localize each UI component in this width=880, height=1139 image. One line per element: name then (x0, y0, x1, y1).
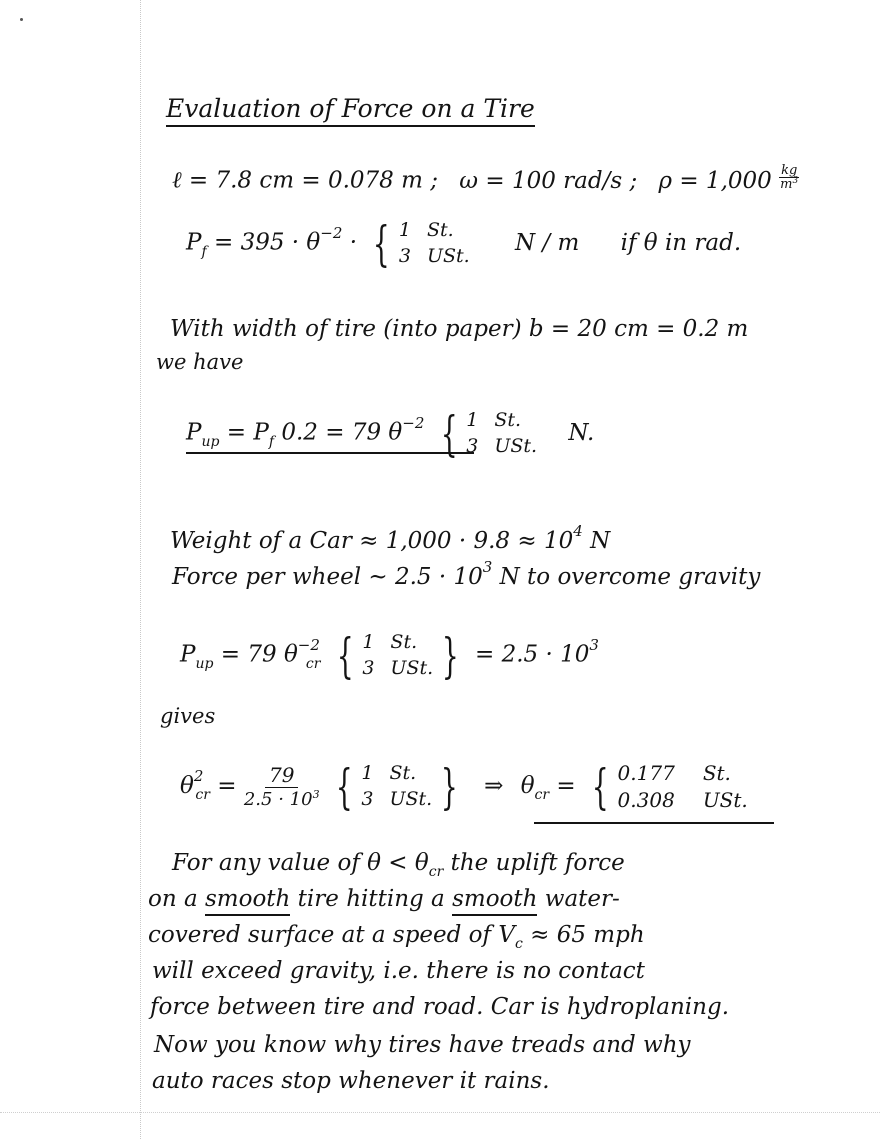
crit-case2-label: USt. (390, 656, 434, 679)
rho-unit-den (780, 178, 798, 191)
crit-mid: = 79 θ (220, 641, 298, 668)
pf-mid: = 395 · θ (213, 229, 321, 256)
res-theta-sub: cr (195, 787, 210, 803)
weight-line-2-tail: N to overcome gravity (492, 564, 761, 590)
pf-case2-num: 3 (398, 244, 411, 267)
concl-l2-smooth-2: smooth (452, 886, 537, 916)
pf-lhs: P (186, 229, 202, 256)
res-case-stack (361, 761, 432, 812)
rho-unit-exp: 3 (792, 176, 799, 186)
crit-cases (328, 627, 468, 684)
crit-exp: −2 (297, 635, 320, 654)
pf-case-stack (399, 218, 470, 269)
res-theta-exp: 2 (193, 767, 204, 785)
pup-lhs: P (186, 419, 202, 446)
res-case-row-2 (361, 787, 432, 813)
crit-case1-num: 1 (362, 631, 375, 653)
res-values (583, 760, 748, 814)
pup-lhs-sub: up (201, 433, 220, 450)
conclusion-line-5: force between tire and road. Car is hydroplaning. (150, 994, 730, 1020)
given-omega: ω = 100 rad/s ; (459, 167, 638, 194)
rho-unit-den-text: m (780, 177, 793, 192)
res-theta2-sub: cr (534, 787, 550, 803)
pup-case2-label: USt. (494, 434, 538, 457)
pf-case-row-1 (399, 218, 470, 244)
conclusion-line-7: auto races stop whenever it rains. (152, 1068, 550, 1094)
pup-exp: −2 (402, 413, 425, 432)
weight-line-2-text: Force per wheel ~ 2.5 · 10 (172, 564, 483, 590)
result-equation (180, 760, 748, 814)
pup-case-row-2 (466, 434, 537, 460)
left-brace: { (336, 627, 354, 684)
rho-unit-num: kg (781, 163, 798, 178)
pup-rest: 0.2 = 79 θ (281, 419, 403, 446)
res-theta2: θ (520, 773, 535, 799)
crit-rhs: = 2.5 · 10 (475, 641, 590, 668)
crit-rhs-exp: 3 (589, 635, 599, 654)
pf-case-row-2 (399, 244, 470, 270)
right-brace: } (441, 759, 458, 815)
crit-lhs: P (180, 641, 196, 668)
givens-line (172, 163, 799, 195)
weight-line-2 (172, 558, 761, 590)
concl-l1: For any value of θ < θ (172, 850, 429, 876)
pup-case2-num: 3 (466, 434, 479, 457)
weight-line-2-exp: 3 (482, 558, 493, 576)
crit-case1-label: St. (390, 631, 418, 653)
res-eq: = (217, 773, 244, 799)
conclusion-line-1 (172, 850, 625, 880)
pup-case1-num: 1 (466, 409, 479, 431)
result-underline (534, 822, 774, 824)
concl-l2-smooth-1: smooth (205, 886, 290, 916)
given-length: ℓ = 7.8 cm = 0.078 m ; (172, 167, 438, 194)
res-case-row-1 (361, 761, 432, 787)
crit-case-row-1 (362, 630, 433, 656)
pf-lhs-sub: f (201, 243, 207, 260)
crit-case2-num: 3 (362, 656, 375, 679)
res-val1-label: St. (702, 761, 731, 785)
conclusion-line-2 (148, 888, 620, 911)
weight-line-1 (170, 522, 611, 554)
res-val2: 0.308 (617, 788, 675, 812)
page-title (166, 96, 535, 121)
rho-unit (779, 164, 799, 191)
res-fraction (244, 765, 320, 809)
pup-unit: N. (568, 419, 595, 446)
res-eq2: = (556, 773, 583, 799)
given-rho: ρ = 1,000 (658, 167, 772, 194)
width-line-2: we have (156, 350, 244, 374)
pf-case1-label: St. (426, 219, 454, 241)
weight-line-1-unit: N (582, 528, 611, 554)
page-bottom-edge (0, 1112, 880, 1113)
pf-dot: · (349, 229, 357, 256)
page-title-text: Evaluation of Force on a Tire (166, 94, 535, 127)
res-value-row-1 (618, 760, 748, 787)
pup-case-row-1 (466, 408, 537, 434)
conclusion-line-6: Now you know why tires have treads and why (154, 1032, 691, 1058)
pup-mid-sub: f (268, 433, 275, 450)
res-val1: 0.177 (617, 761, 675, 785)
res-case2-label: USt. (389, 788, 433, 810)
concl-l3-b: ≈ 65 mph (522, 922, 645, 948)
concl-l1-tail: the uplift force (443, 850, 625, 876)
pup-case-stack (466, 408, 537, 459)
res-case2-num: 3 (361, 788, 374, 810)
margin-line (140, 0, 141, 1139)
res-frac-den (244, 788, 320, 809)
pf-cases (364, 215, 470, 272)
res-val2-label: USt. (702, 788, 748, 812)
implies-arrow: ⇒ (484, 773, 504, 799)
pup-case1-label: St. (494, 409, 522, 431)
concl-l3-a: covered surface at a speed of V (148, 922, 515, 948)
left-brace: { (373, 215, 390, 272)
weight-line-1-exp: 4 (573, 522, 583, 540)
conclusion-line-3 (148, 922, 645, 952)
crit-case-stack (362, 630, 433, 681)
res-theta: θ (180, 773, 194, 799)
conclusion-line-4: will exceed gravity, i.e. there is no contact (152, 958, 645, 984)
pup-mid: = P (226, 419, 269, 446)
concl-l2-b: tire hitting a (290, 886, 453, 912)
concl-l1-sub: cr (428, 864, 444, 880)
left-brace: { (335, 759, 353, 815)
gives-word: gives (160, 704, 216, 728)
res-frac-den-text: 2.5 · 10 (243, 789, 313, 810)
paper-speck (20, 18, 23, 21)
pf-case2-label: USt. (426, 244, 470, 267)
pf-case1-num: 1 (398, 219, 411, 241)
pf-unit: N / m (514, 229, 580, 256)
crit-theta-sub: cr (305, 655, 321, 672)
res-frac-num: 79 (265, 765, 298, 788)
crit-case-row-2 (362, 656, 433, 682)
concl-l3-sub: c (514, 936, 523, 952)
pf-exp: −2 (320, 223, 343, 242)
left-brace: { (591, 759, 609, 815)
width-line-1: With width of tire (into paper) b = 20 cm = 0.2 m (170, 316, 749, 342)
res-cases (327, 759, 467, 815)
right-brace: } (442, 627, 459, 684)
crit-lhs-sub: up (195, 655, 214, 672)
res-case1-label: St. (389, 762, 417, 785)
uplift-underline (186, 452, 474, 454)
critical-equation (180, 627, 599, 684)
concl-l2-a: on a (148, 886, 205, 912)
res-frac-den-exp: 3 (312, 788, 320, 801)
left-brace: { (440, 405, 458, 462)
res-value-row-2 (618, 787, 748, 814)
res-case1-num: 1 (361, 762, 374, 785)
pressure-formula (186, 215, 742, 272)
concl-l2-c: water- (537, 886, 620, 912)
res-value-stack (618, 760, 748, 814)
weight-line-1-text: Weight of a Car ≈ 1,000 · 9.8 ≈ 10 (170, 528, 574, 554)
pf-note: if θ in rad. (620, 229, 742, 256)
